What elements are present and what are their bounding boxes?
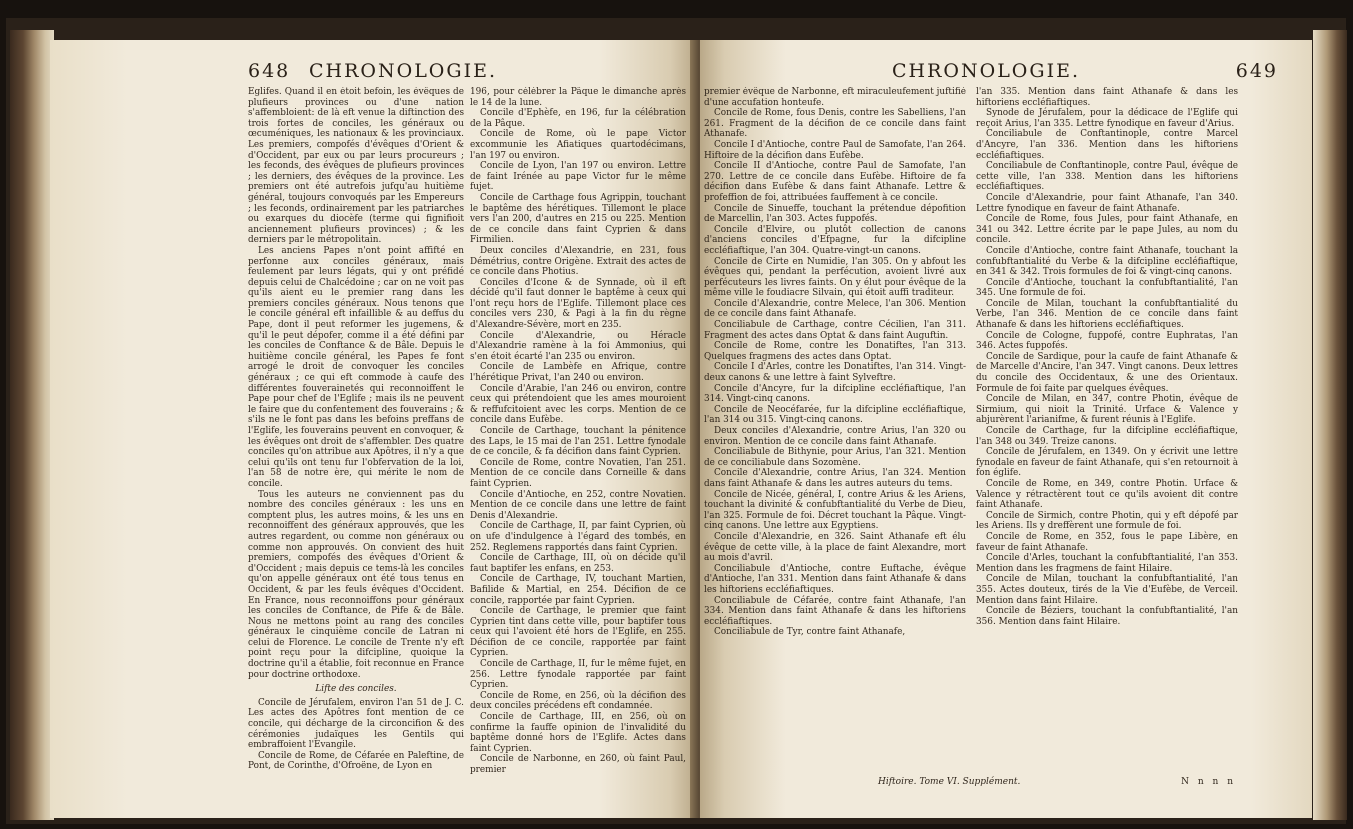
list-item: Concile de Milan, touchant la confubftantialité du Verbe, l'an 346. Mention de ce concile dans faint Athanafe & dans les hiftoriens eccléfiaftiques. bbox=[976, 298, 1238, 331]
list-item: Conciliabule de Conftantinople, contre Marcel d'Ancyre, l'an 336. Mention dans les hiftoriens eccléfiaftiques. bbox=[976, 129, 1238, 161]
list-item: Concile I d'Antioche, contre Paul de Samofate, l'an 264. Hiftoire de la décifion dans Eufèbe. bbox=[704, 139, 966, 161]
list-item: Conciliabule de Conftantinople, contre Paul, évêque de cette ville, l'an 338. Mention dans les hiftoriens eccléfiaftiques. bbox=[976, 161, 1238, 193]
list-item: Concile d'Arabie, l'an 246 ou environ, contre ceux qui prétendoient que les ames mouroient & reffufcitoient avec les corps. Mention de ce concile dans Eufèbe. bbox=[470, 383, 686, 426]
list-item: Concile de Rome, fous Denis, contre les Sabelliens, l'an 261. Fragment de la décifion de ce concile dans faint Athanafe. bbox=[704, 108, 966, 140]
list-item: Concile de Sardique, pour la caufe de faint Athanafe & de Marcelle d'Ancire, l'an 347. Vingt canons. Deux lettres du concile des Occidentaux, & une des Orientaux. Formule de foi faite par quelques évêques. bbox=[976, 351, 1238, 394]
list-item: Conciliabule de Tyr, contre faint Athanafe, bbox=[714, 627, 906, 638]
paragraph: Concile de Jérufalem, environ l'an 51 de J. C. Les actes des Apôtres font mention de ce concile, qui décharge de la circoncifion & des cérémonies judaïques les Gentils qui embraffoient l'Evangile. bbox=[248, 697, 464, 751]
left-column-2 bbox=[470, 87, 686, 777]
left-page-number: 648 bbox=[248, 60, 291, 82]
list-item: Conciliabule de Carthage, contre Cécilien, l'an 311. Fragment des actes dans Optat & dans faint Auguftin. bbox=[704, 320, 966, 341]
list-item: Conciliabule de Bithynie, pour Arius, l'an 321. Mention de ce conciliabule dans Sozomène. bbox=[704, 447, 966, 468]
right-page-number: 649 bbox=[1235, 60, 1278, 82]
list-item: Concile de Rome, contre les Donatiftes, l'an 313. Quelques fragmens des actes dans Optat. bbox=[704, 341, 966, 362]
left-page-header bbox=[50, 60, 696, 88]
list-item: Concile de Rome, en 349, contre Photin. Urface & Valence y rétractèrent tout ce qu'ils avoient dit contre faint Athanafe. bbox=[976, 478, 1238, 511]
right-page-header bbox=[700, 60, 1312, 88]
list-item: Conciliabule de Céfarée, contre faint Athanafe, l'an 334. Mention dans faint Athanafe & dans les hiftoriens eccléfiaftiques. bbox=[704, 595, 966, 627]
left-page-edges bbox=[10, 30, 54, 820]
list-item: Concile de Carthage fous Agrippin, touchant le baptême des hérétiques. Tillemont le place vers l'an 200, d'autres en 215 ou 225. Mention de ce concile dans faint Cyprien & dans Firmilien. bbox=[470, 192, 686, 246]
list-item: Concile d'Antioche, en 252, contre Novatien. Mention de ce concile dans une lettre de faint Denis d'Alexandrie. bbox=[470, 489, 686, 521]
right-running-title: CHRONOLOGIE. bbox=[892, 60, 1080, 82]
list-item: Concile II d'Antioche, contre Paul de Samofate, l'an 270. Lettre de ce concile dans Eufèbe. Hiftoire de fa décifion dans Eufèbe & dans faint Athanafe. Lettre & profeffion de foi, attribuées fauffement à ce concile. bbox=[704, 161, 966, 203]
list-item: Synode de Jérufalem, pour la dédicace de l'Eglife qui reçoit Arius, l'an 335. Lettre fynodique en faveur d'Arius. bbox=[976, 108, 1238, 129]
list-item: Concile de Rome, en 352, fous le pape Libère, en faveur de faint Athanafe. bbox=[976, 531, 1238, 553]
list-item: Conciles d'Icone & de Synnade, où il eft décidé qu'il faut donner le baptême à ceux qui l'ont reçu hors de l'Eglife. Tillemont place ces conciles vers 230, & Pagi à la fin du règne d'Alexandre-Sévère, mort en 235. bbox=[470, 277, 686, 331]
list-item: Concile de Milan, touchant la confubftantialité, l'an 355. Actes douteux, tirés de la Vie d'Eufèbe, de Verceil. Mention dans faint Hilaire. bbox=[976, 574, 1238, 606]
list-item: Concile de Carthage, le premier que faint Cyprien tint dans cette ville, pour baptifer tous ceux qui l'avoient été hors de l'Eglife, en 255. Décifion de ce concile, rapportée par faint Cyprien. bbox=[470, 606, 686, 659]
list-item: Concile de Carthage, III, en 256, où on confirme la fauffe opinion de l'invalidité du baptême donné hors de l'Eglife. Actes dans faint Cyprien. bbox=[470, 712, 686, 754]
list-item: Deux conciles d'Alexandrie, en 231, fous Démétrius, contre Origène. Extrait des actes de ce concile dans Photius. bbox=[470, 245, 686, 278]
left-running-title: CHRONOLOGIE. bbox=[309, 60, 497, 82]
paragraph: Eglifes. Quand il en étoit befoin, les évêques de plufieurs provinces ou d'une nation s'affembloient: de là eft venue la diftinction des trois fortes de conciles, les généraux ou œcuméniques, les nationaux & les provinciaux. Les premiers, compofés d'évêques d'Orient & d'Occident, par eux ou par leurs procureurs ; les feconds, des évêques de plufieurs provinces ; les derniers, des évêques de la province. Les premiers ont été autrefois jufqu'au huitième général, toujours convoqués par les Empereurs ; les feconds, ordinairement par les patriarches ou exarques du diocèfe (terme qui fignifioit anciennement plufieurs provinces) ; & les derniers par le métropolitain. bbox=[248, 87, 464, 246]
list-item: Concile de Lyon, l'an 197 ou environ. Lettre de faint Irénée au pape Victor fur le même fujet. bbox=[470, 161, 686, 193]
list-heading: Lifte des conciles. bbox=[315, 684, 397, 695]
list-item: Concile I d'Arles, contre les Donatiftes, l'an 314. Vingt-deux canons & une lettre à faint Sylveftre. bbox=[704, 362, 966, 384]
list-item: Concile de Rome, où le pape Victor excommunie les Afiatiques quartodécimans, l'an 197 ou environ. bbox=[470, 129, 686, 161]
list-item: Concile de Carthage, III, où on décide qu'il faut baptifer les enfans, en 253. bbox=[470, 553, 686, 574]
list-item: l'an 335. Mention dans faint Athanafe & dans les hiftoriens eccléfiaftiques. bbox=[976, 87, 1238, 108]
list-item: Concile de Carthage, II, par faint Cyprien, où on ufe d'indulgence à l'égard des tombés, en 252. Reglemens rapportés dans faint Cyprien. bbox=[470, 521, 686, 553]
list-item: Concile de Sinueffe, touchant la prétendue dépofition de Marcellin, l'an 303. Actes fuppofés. bbox=[704, 203, 966, 225]
list-item: Concile de Neocéfarée, fur la difcipline eccléfiaftique, l'an 314 ou 315. Vingt-cinq canons. bbox=[704, 404, 966, 426]
list-item: Concile de Narbonne, en 260, où faint Paul, premier bbox=[470, 754, 686, 775]
list-item: Concile d'Ancyre, fur la difcipline eccléfiaftique, l'an 314. Vingt-cinq canons. bbox=[704, 383, 966, 405]
signature-mark: N n n n bbox=[1181, 777, 1236, 787]
list-item: Concile d'Alexandrie, ou Héracle d'Alexandrie ramène à la foi Ammonius, qui s'en étoit écarté l'an 235 ou environ. bbox=[470, 330, 686, 362]
list-item: Concile de Carthage, fur la difcipline eccléfiaftique, l'an 348 ou 349. Treize canons. bbox=[976, 426, 1238, 447]
list-item: Concile d'Antioche, touchant la confubftantialité, l'an 345. Une formule de foi. bbox=[976, 277, 1238, 299]
list-item: Concile de Carthage, IV, touchant Martien, Bafilide & Martial, en 254. Décifion de ce concile, rapportée par faint Cyprien. bbox=[470, 574, 686, 606]
paragraph: Concile de Rome, de Céfarée en Paleftine, de Pont, de Corinthe, d'Ofroëne, de Lyon en bbox=[248, 750, 464, 772]
list-item: Concile d'Alexandrie, contre Arius, l'an 324. Mention dans faint Athanafe & dans les autres auteurs du tems. bbox=[704, 468, 966, 489]
list-item: Concile de Carthage, touchant la pénitence des Laps, le 15 mai de l'an 251. Lettre fynodale de ce concile, & fa décifion dans faint Cyprien. bbox=[470, 426, 686, 458]
right-column-1 bbox=[704, 87, 966, 777]
list-item: Concile d'Alexandrie, en 326. Saint Athanafe eft élu évêque de cette ville, à la place de faint Alexandre, mort au mois d'avril. bbox=[704, 531, 966, 564]
list-item: Concile d'Alexandrie, pour faint Athanafe, l'an 340. Lettre fynodique en faveur de faint Athanafe. bbox=[976, 192, 1238, 214]
list-item: Concile d'Antioche, contre faint Athanafe, touchant la confubftantialité du Verbe & la difcipline eccléfiaftique, en 341 & 342. Trois formules de foi & vingt-cinq canons. bbox=[976, 245, 1238, 278]
list-item: Concile de Rome, fous Jules, pour faint Athanafe, en 341 ou 342. Lettre écrite par le pape Jules, au nom du concile. bbox=[976, 214, 1238, 246]
list-item: Concile de Carthage, II, fur le même fujet, en 256. Lettre fynodale rapportée par faint Cyprien. bbox=[470, 659, 686, 691]
list-item: Concile de Nicée, général, I, contre Arius & les Ariens, touchant la divinité & confubftantialité du Verbe de Dieu, l'an 325. Formule de foi. Décret touchant la Pâque. Vingt-cinq canons. Une lettre aux Egyptiens. bbox=[704, 489, 966, 532]
paragraph: Tous les auteurs ne conviennent pas du nombre des conciles généraux : les uns en comptent plus, les autres moins, & les uns en reconnoiffent des généraux approuvés, que les autres regardent, ou comme non généraux ou comme non approuvés. On convient des huit premiers, compofés des évêques d'Orient & d'Occident ; mais depuis ce tems-là les conciles qu'on appelle généraux ont été tous tenus en Occident, & par les feuls évêques d'Occident. En France, nous reconnoiffons pour généraux les conciles de Conftance, de Pife & de Bâle. Nous ne mettons point au rang des conciles généraux le cinquième concile de Latran ni celui de Florence. Le concile de Trente n'y eft point reçu pour la difcipline, quoique la doctrine qu'il a établie, foit reconnue en France pour doctrine orthodoxe. bbox=[248, 489, 464, 680]
list-item: Concile d'Ephèfe, en 196, fur la célébration de la Pâque. bbox=[470, 108, 686, 129]
list-item: Concile d'Elvire, ou plutôt collection de canons d'anciens conciles d'Efpagne, fur la difcipline eccléfiaftique, l'an 304. Quatre-vingt-un canons. bbox=[704, 224, 966, 256]
page-footer bbox=[878, 777, 1238, 787]
list-item: Concile de Milan, en 347, contre Photin, évêque de Sirmium, qui nioit la Trinité. Urface & Valence y abjurèrent l'arianifme, & furent réunis à l'Eglife. bbox=[976, 394, 1238, 426]
volume-reference: Hiftoire. Tome VI. Supplément. bbox=[878, 777, 1021, 787]
list-item: Concile de Rome, en 256, où la décifion des deux conciles précédens eft condamnée. bbox=[470, 690, 686, 712]
list-item: Concile d'Arles, touchant la confubftantialité, l'an 353. Mention dans les fragmens de faint Hilaire. bbox=[976, 553, 1238, 574]
list-item: Deux conciles d'Alexandrie, contre Arius, l'an 320 ou environ. Mention de ce concile dans faint Athanafe. bbox=[704, 426, 966, 447]
list-item: Conciliabule d'Antioche, contre Euftache, évêque d'Antioche, l'an 331. Mention dans faint Athanafe & dans les hiftoriens eccléfiaftiques. bbox=[704, 563, 966, 595]
list-item: 196, pour célébrer la Pâque le dimanche après le 14 de la lune. bbox=[470, 87, 686, 108]
right-page-edges bbox=[1313, 30, 1347, 820]
left-column-1 bbox=[248, 87, 464, 777]
list-item: Concile de Lambèfe en Afrique, contre l'hérétique Privat, l'an 240 ou environ. bbox=[470, 362, 686, 384]
list-item: Concile de Cologne, fuppofé, contre Euphratas, l'an 346. Actes fuppofés. bbox=[976, 330, 1238, 352]
list-item: Concile de Sirmich, contre Photin, qui y eft dépofé par les Ariens. Ils y dreffèrent une formule de foi. bbox=[976, 510, 1238, 532]
right-column-2 bbox=[976, 87, 1238, 777]
list-item: Concile de Béziers, touchant la confubftantialité, l'an 356. Mention dans faint Hilaire. bbox=[976, 606, 1238, 627]
left-page bbox=[50, 40, 696, 818]
right-page bbox=[700, 40, 1312, 818]
list-item: Concile de Jérufalem, en 1349. On y écrivit une lettre fynodale en faveur de faint Athanafe, qui s'en retournoit à fon églife. bbox=[976, 447, 1238, 479]
list-item: Concile de Rome, contre Novatien, l'an 251. Mention de ce concile dans Corneille & dans faint Cyprien. bbox=[470, 457, 686, 489]
paragraph: Les anciens Papes n'ont point affifté en perfonne aux conciles généraux, mais feulement par leurs légats, qui y ont préfidé depuis celui de Chalcédoine ; car on ne voit pas qu'ils aient eu le premier rang dans les premiers conciles généraux. Nous tenons que le concile général eft infaillible & au deffus du Pape, dont il peut reformer les jugemens, & qu'il le peut dépofer, comme il a été défini par les conciles de Conftance & de Bâle. Depuis le huitième concile général, les Papes fe font arrogé le droit de convoquer les conciles généraux ; ce qui eft commode à caufe des différentes fouverainetés qui reconnoiffent le Pape pour chef de l'Eglife ; mais ils ne peuvent le faire que du confentement des fouverains ; & s'ils ne le font pas dans les befoins preffans de l'Eglife, les fouverains peuvent en convoquer, & les évêques ont droit de s'affembler. Des quatre conciles qu'on attribue aux Apôtres, il n'y a que celui qu'ils ont tenu fur l'obfervation de la loi, l'an 58 de notre ère, qui mérite le nom de concile. bbox=[248, 245, 464, 489]
list-item: Concile d'Alexandrie, contre Melece, l'an 306. Mention de ce concile dans faint Athanafe. bbox=[704, 298, 966, 320]
list-item: Concile de Cirte en Numidie, l'an 305. On y abfout les évêques qui, pendant la perfécution, avoient livré aux perfécuteurs les livres faints. On y élut pour évêque de la même ville le foudiacre Silvain, qui étoit auffi traditeur. bbox=[704, 256, 966, 299]
list-item: premier évêque de Narbonne, eft miraculeufement juftifié d'une accufation honteufe. bbox=[704, 87, 966, 108]
